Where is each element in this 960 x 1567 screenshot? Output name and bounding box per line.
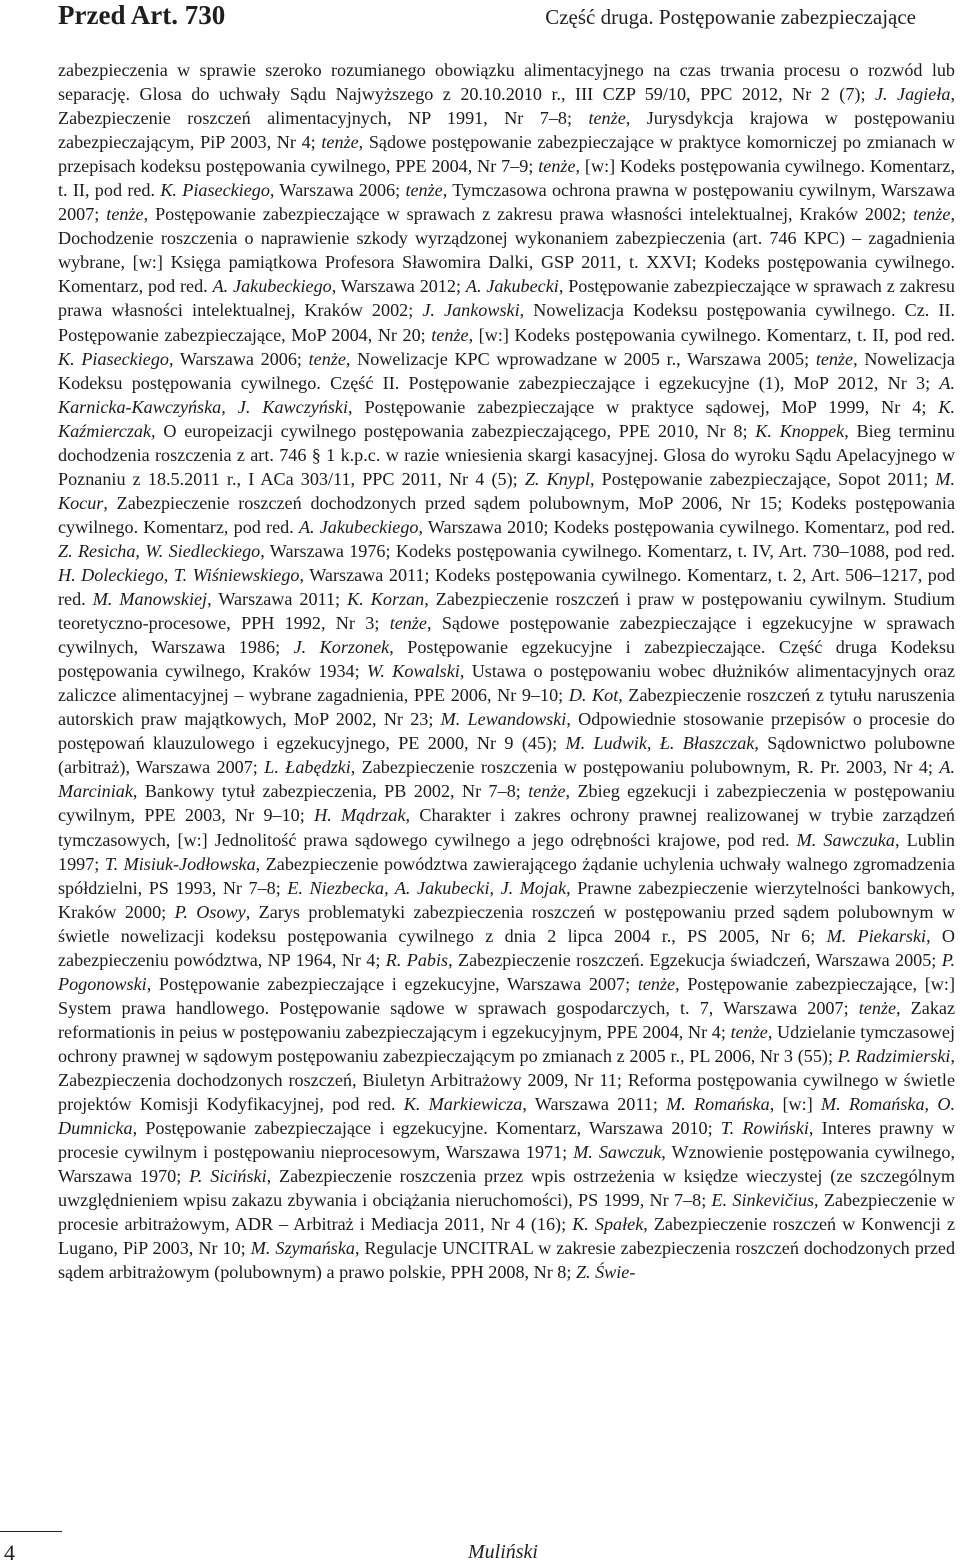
author-name: K. Piaseckiego [160,180,270,201]
author-name: K. Piaseckiego [58,348,169,369]
text-segment: , Zabezpieczenie roszczeń alimentacyjnych, NP 1991, Nr 7–8; [58,84,955,129]
author-name: P. Siciński [189,1166,267,1187]
text-segment: , Wznowienie postępowania cywilnego, Warszawa 1970; [58,1142,955,1187]
text-segment: , Warszawa 2011; [207,589,348,610]
text-segment: , Zabezpieczenie roszczeń i praw w postępowaniu cywilnym. Studium teoretyczno-procesowe, PPH 1992, Nr 3; [58,589,955,634]
author-name: T. Rowiński [720,1118,809,1139]
text-segment: , Nowelizacja Kodeksu postępowania cywilnego. Część II. Postępowanie zabezpieczające i egzekucyjne (1), MoP 2012, Nr 3; [58,348,955,393]
text-segment: , Warszawa 2010; Kodeks postępowania cywilnego. Komentarz, pod red. [418,516,955,537]
author-name: A. Jakubecki [465,276,559,297]
text-segment: , Zakaz reformationis in peius w postępowaniu zabezpieczającym i egzekucyjnym, PPE 2004, Nr 4; [58,997,955,1042]
text-segment: , Postępowanie zabezpieczające, [w:] System prawa handlowego. Postępowanie sądowe w sprawach gospodarczych, t. 7, Warszawa 2007; [58,973,955,1018]
text-segment: , [w:] Kodeks postępowania cywilnego. Komentarz, t. II, pod red. [468,324,955,345]
author-name: H. Mądrzak [314,805,406,826]
text-segment: , Prawne zabezpieczenie wierzytelności bankowych, Kraków 2000; [58,877,956,922]
author-name: Z. Knypl [524,468,590,489]
text-segment: , Zabezpieczenie roszczeń z tytułu naruszenia autorskich praw majątkowych, MoP 2002, Nr 23; [58,685,955,730]
author-name: tenże [389,613,427,634]
author-name: K. Markiewicza [403,1094,523,1115]
author-name: M. Romańska, O. Dumnicka [58,1094,955,1139]
author-name: K. Spałek [572,1214,644,1235]
text-segment: , Warszawa 2006; [269,180,406,201]
author-name: M. Ludwik, Ł. Błaszczak [565,733,755,754]
author-name: W. Kowalski [366,661,460,682]
author-name: A. Jakubeckiego [212,276,332,297]
text-segment: , Postępowanie zabezpieczające, Sopot 2011; [589,468,936,489]
author-name: tenże [321,132,359,153]
author-name: A. Marciniak [58,757,955,802]
text-segment: , Jurysdykcja krajowa w postępowaniu zabezpieczającym, PiP 2003, Nr 4; [58,108,955,153]
text-segment: , Sądowe postępowanie zabezpieczające i egzekucyjne w sprawach cywilnych, Warszawa 1986; [58,613,956,658]
text-segment: , Zabezpieczenie roszczenia przez wpis ostrzeżenia w księdze wieczystej (ze szczególnym uwzględnieniem wpisu zakazu zbywania i obciążania nieruchomości), PS 1999, Nr 7–8; [58,1166,955,1211]
author-name: P. Radzimierski [837,1045,951,1066]
author-name: tenże [106,204,144,225]
text-segment: , Zabezpieczenie roszczeń dochodzonych przed sądem polubownym, MoP 2006, Nr 15; Kodeks postępowania cywilnego. Komentarz, pod red. [58,492,955,537]
text-segment: , Zabezpieczenie roszczeń w Konwencji z Lugano, PiP 2003, Nr 10; [58,1214,956,1259]
author-name: M. Szymańska [250,1238,355,1259]
author-name: Z. Świe- [575,1262,636,1283]
text-segment: , Odpowiednie stosowanie przepisów o procesie do postępowań klauzulowego i egzekucyjnego, PE 2000, Nr 9 (45); [58,709,955,754]
text-segment: , Zarys problematyki zabezpieczenia roszczeń w postępowaniu przed sądem polubownym w świetle nowelizacji kodeksu postępowania cywilnego z dnia 2 lipca 2004 r., PS 2005, Nr 6; [58,901,956,946]
author-name: E. Sinkevičius [711,1190,815,1211]
text-segment: , Postępowanie zabezpieczające w sprawach z zakresu prawa własności intelektualnej, Kraków 2002; [58,276,955,321]
text-segment: , Zbieg egzekucji i zabezpieczenia w postępowaniu cywilnym, PPE 2003, Nr 9–10; [58,781,955,826]
text-segment: , Regulacje UNCITRAL w zakresie zabezpieczenia roszczeń dochodzonych przed sądem arbitrażowym (polubownym) a prawo polskie, PPH 2008, Nr 8; [58,1238,956,1283]
author-name: tenże [588,108,626,129]
author-name: K. Kaźmierczak [58,396,955,441]
author-name: M. Manowskiej [92,589,208,610]
author-name: K. Knoppek [755,420,845,441]
author-name: K. Korzan [347,589,425,610]
footer-rule [0,1531,62,1532]
author-name: tenże [730,1021,768,1042]
text-segment: , Interes prawny w procesie cywilnym i postępowaniu nieprocesowym, Warszawa 1971; [58,1118,955,1163]
author-name: tenże [431,324,469,345]
author-name: P. Osowy [174,901,246,922]
section-title: Część druga. Postępowanie zabezpieczające [545,5,916,29]
author-name: tenże [308,348,346,369]
author-name: J. Korzonek [293,637,390,658]
article-title: Przed Art. 730 [58,0,226,30]
author-name: tenże [528,781,566,802]
text-segment: , Postępowanie zabezpieczające w sprawach z zakresu prawa własności intelektualnej, Kraków 2002; [143,204,914,225]
text-segment: , Postępowanie zabezpieczające i egzekucyjne. Komentarz, Warszawa 2010; [132,1118,721,1139]
page-number: 4 [4,1540,15,1565]
author-name: tenże [538,156,576,177]
author-name: Z. Resicha, W. Siedleckiego [58,540,261,561]
text-segment: , Warszawa 1976; Kodeks postępowania cywilnego. Komentarz, t. IV, Art. 730–1088, pod red. [260,540,955,561]
author-name: tenże [405,180,443,201]
text-segment: , O zabezpieczeniu powództwa, NP 1964, Nr 4; [58,925,956,970]
text-segment: , Zabezpieczenie roszczeń. Egzekucja świadczeń, Warszawa 2005; [448,949,942,970]
bibliography-paragraph [58,58,955,1284]
author-name: J. Jankowski [422,300,520,321]
text-segment: , Zabezpieczenie roszczenia w postępowaniu polubownym, R. Pr. 2003, Nr 4; [350,757,940,778]
author-name: M. Piekarski [826,925,927,946]
author-name: R. Pabis [385,949,449,970]
author-name: L. Łabędzki [264,757,351,778]
author-name: A. Karnicka-Kawczyńska, J. Kawczyński [58,372,955,417]
text-segment: , Zabezpieczenie w procesie arbitrażowym, ADR – Arbitraż i Mediacja 2011, Nr 4 (16); [58,1190,955,1235]
text-segment: , Warszawa 2011; [522,1094,667,1115]
author-name: A. Jakubeckiego [298,516,419,537]
text-segment: , Bieg terminu dochodzenia roszczenia z art. 746 § 1 k.p.c. w razie wniesienia skargi kasacyjnej. Glosa do wyroku Sądu Apelacyjnego w Poznaniu z 18.5.2011 r., I ACa 303/11, PPC 2011, Nr 4 (5); [58,420,955,489]
author-name: J. Jagieła [874,84,951,105]
author-name: tenże [815,348,854,369]
author-name: tenże [913,204,951,225]
author-name: M. Kocur [58,468,956,513]
text-segment: , [w:] Kodeks postępowania cywilnego. Komentarz, t. II, pod red. [58,156,955,201]
author-name: M. Romańska [666,1094,770,1115]
author-name: H. Doleckiego, T. Wiśniewskiego [58,564,300,585]
text-segment: , Warszawa 2011; Kodeks postępowania cywilnego. Komentarz, t. 2, Art. 506–1217, pod red. [58,564,956,610]
text-segment: , Postępowanie zabezpieczające i egzekucyjne, Warszawa 2007; [146,973,638,994]
author-name: tenże [637,973,676,994]
text-segment: , Charakter i zakres ochrony prawnej realizowanej w trybie zarządzeń tymczasowych, [w:] Jednolitość prawa sądowego cywilnego a jego odrębności krajowe, pod red. [58,805,955,850]
text-segment: , Sądownictwo polubowne (arbitraż), Warszawa 2007; [58,733,955,778]
footer-author: Muliński [468,1541,538,1563]
text-segment: , Tymczasowa ochrona prawna w postępowaniu cywilnym, Warszawa 2007; [58,180,955,225]
text-segment: , Udzielanie tymczasowej ochrony prawnej w sądowym postępowaniu zabezpieczającym po zmianach z 2005 r., PL 2006, Nr 3 (55); [58,1021,955,1066]
text-segment: , Postępowanie egzekucyjne i zabezpieczające. Część druga Kodeksu postępowania cywilnego, Kraków 1934; [58,637,955,682]
running-head [58,0,916,34]
text-segment: zabezpieczenia w sprawie szeroko rozumianego obowiązku alimentacyjnego na czas trwania procesu o rozwód lub separację. Glosa do uchwały Sądu Najwyższego z 20.10.2010 r., III CZP 59/10, PPC 2012, Nr 2 (7); [58,60,955,105]
author-name: M. Sawczuk [573,1142,662,1163]
author-name: M. Lewandowski [440,709,567,730]
author-name: T. Misiuk-Jodłowska [104,853,256,874]
author-name: E. Niezbecka, A. Jakubecki, J. Mojak [287,877,567,898]
author-name: P. Pogonowski [58,949,955,994]
text-segment: , Zabezpieczenia dochodzonych roszczeń, Biuletyn Arbitrażowy 2009, Nr 11; Reforma postępowania cywilnego w świetle projektów Komisji Kodyfikacyjnej, pod red. [58,1045,955,1115]
text-segment: , O europeizacji cywilnego postępowania zabezpieczającego, PPE 2010, Nr 8; [151,420,756,441]
author-name: D. Kot [568,685,619,706]
text-segment: , Warszawa 2012; [331,276,466,297]
bibliography-text [58,58,955,1284]
author-name: tenże [858,997,897,1018]
text-segment: , Nowelizacje KPC wprowadzane w 2005 r., Warszawa 2005; [345,348,816,369]
text-segment: , Bankowy tytuł zabezpieczenia, PB 2002, Nr 7–8; [132,781,529,802]
text-segment: , Postępowanie zabezpieczające w praktyce sądowej, MoP 1999, Nr 4; [348,396,939,417]
text-segment: , Ustawa o postępowaniu wobec dłużników alimentacyjnych oraz zaliczce alimentacyjnej – wybrane zagadnienia, PPE 2006, Nr 9–10; [58,661,956,706]
text-segment: , Nowelizacja Kodeksu postępowania cywilnego. Cz. II. Postępowanie zabezpieczające, MoP 2004, Nr 20; [58,300,956,345]
text-segment: , Lublin 1997; [58,829,956,874]
text-segment: , [w:] [769,1094,822,1115]
author-name: M. Sawczuka [796,829,895,850]
text-segment: , Zabezpieczenie powództwa zawierającego żądanie uchylenia uchwały walnego zgromadzenia spółdzielni, PS 1993, Nr 7–8; [58,853,955,898]
text-segment: , Sądowe postępowanie zabezpieczające w praktyce komorniczej po zmianach w przepisach kodeksu postępowania cywilnego, PPE 2004, Nr 7–9; [58,132,956,177]
text-segment: , Warszawa 2006; [168,348,309,369]
text-segment: , Dochodzenie roszczenia o naprawienie szkody wyrządzonej wykonaniem zabezpieczenia (art. 746 KPC) – zagadnienia wybrane, [w:] Księga pamiątkowa Profesora Sławomira Dalki, GSP 2011, t. XXVI; Kodeks postępowania cywilnego. Komentarz, pod red. [58,204,956,297]
